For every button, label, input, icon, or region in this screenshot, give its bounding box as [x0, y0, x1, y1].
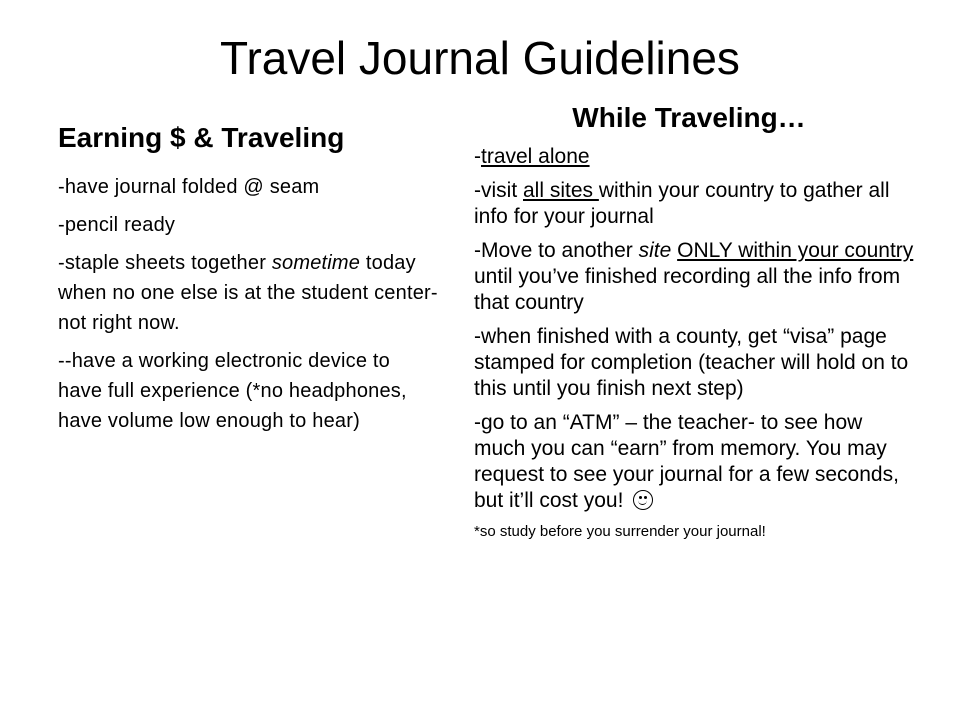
- right-item-alone-text: travel alone: [481, 145, 590, 168]
- right-item-move-start: -Move to another: [474, 239, 639, 262]
- left-heading: Earning $ & Traveling: [58, 122, 345, 153]
- right-item-move: [474, 238, 914, 316]
- smiley-mouth: [638, 498, 647, 505]
- right-item-visit-start: -visit: [474, 179, 523, 202]
- right-item-move-rest: until you’ve finished recording all the info from that country: [474, 265, 901, 314]
- right-item-move-site: site: [638, 239, 672, 262]
- right-item-note: *so study before you surrender your journal!: [474, 523, 766, 540]
- right-item-visit-rest: within your country to gather all info for your journal: [474, 179, 890, 228]
- right-item-visit: [474, 178, 914, 230]
- right-item-alone: [474, 144, 914, 170]
- smiley-face-icon: [633, 490, 653, 510]
- right-item-atm: [474, 410, 914, 514]
- left-item-staple-rest: today when no one else is at the student center- not right now.: [58, 252, 438, 334]
- slide-title: Travel Journal Guidelines: [220, 32, 740, 84]
- right-item-visa: -when finished with a county, get “visa” page stamped for completion (teacher will hold on to this until you finish next step): [474, 325, 909, 400]
- right-heading: While Traveling…: [572, 102, 806, 133]
- left-item-staple: [58, 248, 438, 338]
- left-item-staple-emphasis: sometime: [271, 252, 361, 274]
- right-column: [474, 98, 914, 550]
- left-item-staple-text: -staple sheets together: [58, 252, 272, 274]
- left-item-pencil: -pencil ready: [58, 214, 176, 236]
- left-item-device: --have a working electronic device to have full experience (*no headphones, have volume low enough to hear): [58, 350, 407, 432]
- right-item-move-underline: ONLY within your country: [677, 239, 914, 262]
- right-item-alone-dash: -: [474, 145, 481, 168]
- right-item-visit-underline: all sites: [523, 179, 599, 202]
- left-item-journal: -have journal folded @ seam: [58, 176, 320, 198]
- left-column: [58, 118, 438, 444]
- right-item-atm-text: -go to an “ATM” – the teacher- to see how much you can “earn” from memory. You may request to see your journal for a few seconds, but it’ll cost you!: [474, 411, 899, 512]
